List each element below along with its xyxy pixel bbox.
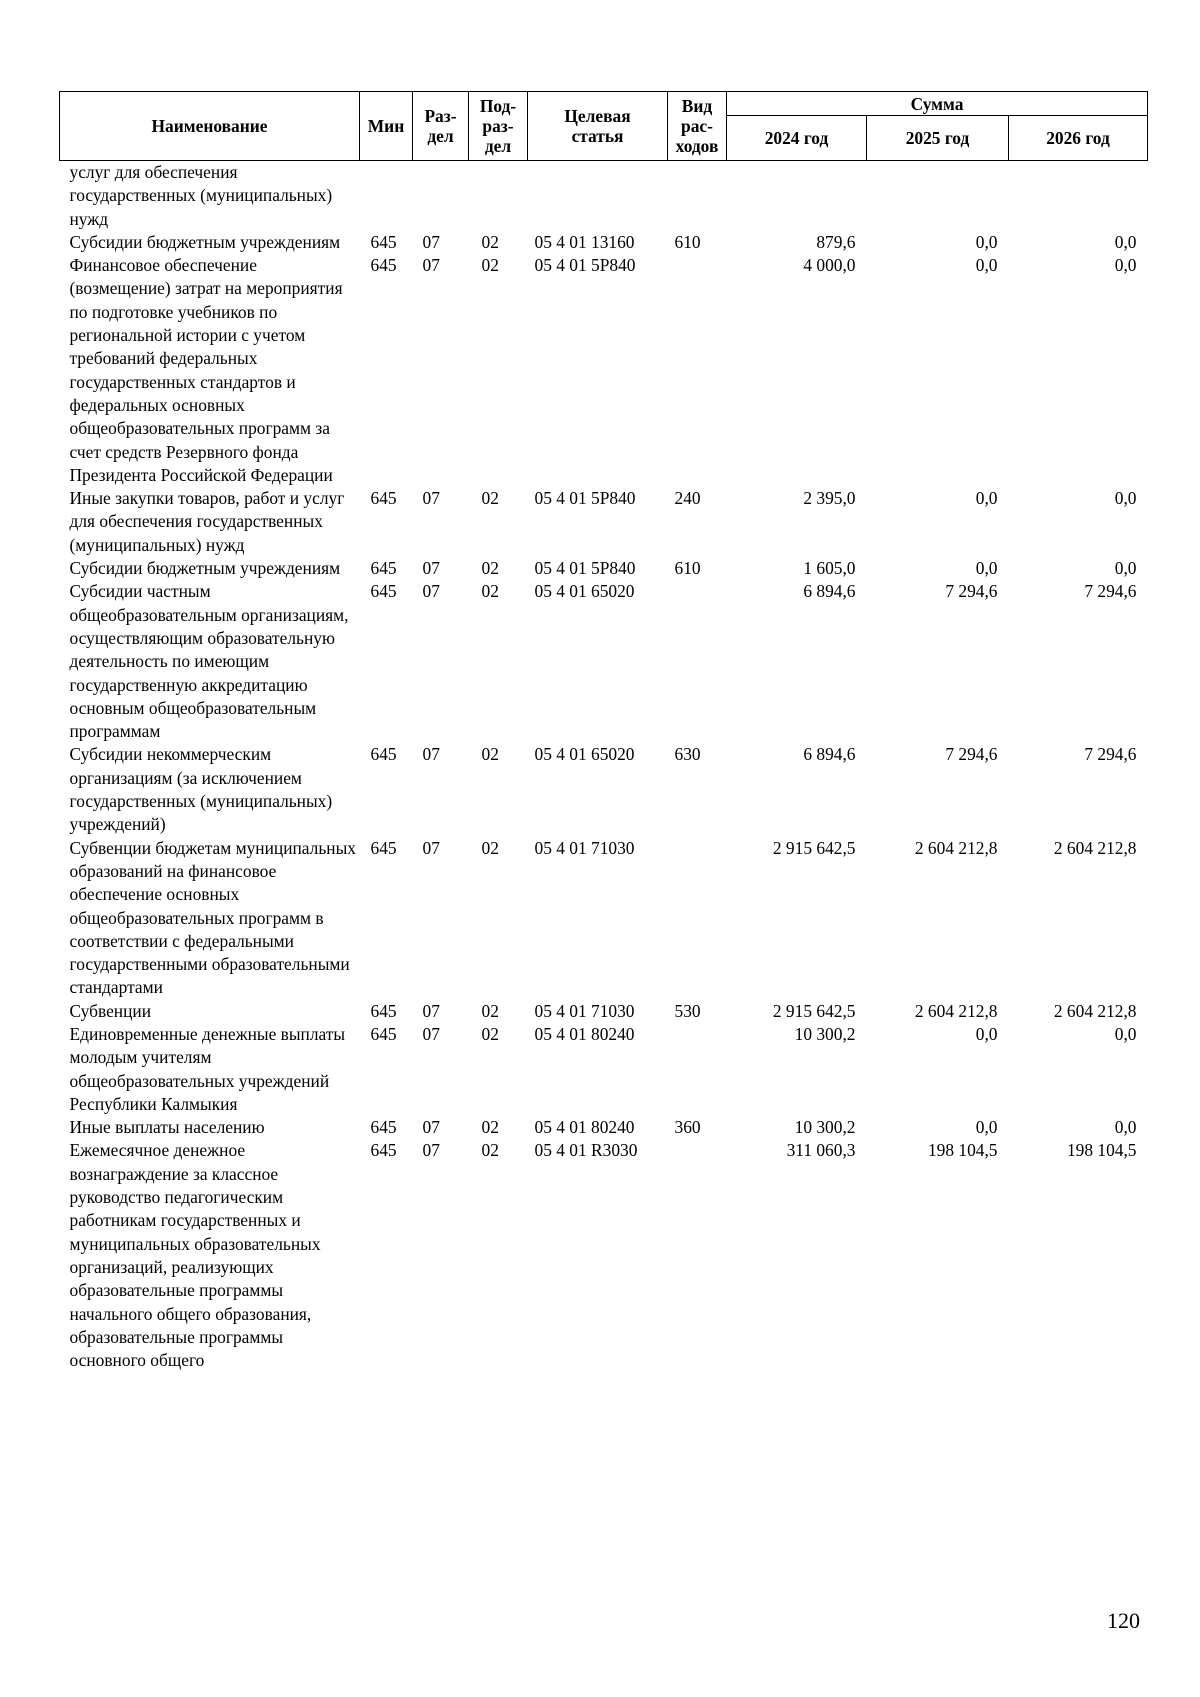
table-row: [60, 557, 1148, 580]
cell-vid: 360: [674, 1117, 701, 1138]
table-row: [60, 487, 1148, 557]
cell-podrazdel: 02: [481, 744, 499, 765]
cell-celevaya: 05 4 01 71030: [534, 837, 635, 858]
cell-podrazdel: 02: [481, 231, 499, 252]
cell-podrazdel: 02: [481, 1117, 499, 1138]
cell-razdel: 07: [422, 558, 440, 579]
cell-podrazdel: 02: [481, 837, 499, 858]
header-summa: Сумма: [727, 92, 1148, 116]
cell-celevaya: 05 4 01 65020: [534, 581, 635, 602]
cell-min: 645: [370, 744, 397, 765]
cell-2025: 0,0: [975, 1023, 998, 1044]
cell-min: 645: [370, 1140, 397, 1161]
cell-celevaya: 05 4 01 65020: [534, 744, 635, 765]
cell-razdel: 07: [422, 1000, 440, 1021]
table-row: [60, 743, 1148, 836]
cell-2026: 0,0: [1114, 1117, 1137, 1138]
cell-2025: 0,0: [975, 255, 998, 276]
table-row: [60, 1139, 1148, 1372]
cell-2025: 7 294,6: [945, 581, 998, 602]
cell-2026: 2 604 212,8: [1053, 1000, 1137, 1021]
table-row: [60, 254, 1148, 487]
budget-table: [59, 91, 1148, 1372]
cell-podrazdel: 02: [481, 558, 499, 579]
cell-name: Субсидии частным общеобразовательным организациям, осуществляющим образовательную деятельность по имеющим государственную аккредитацию основным общеобразовательным программам: [69, 581, 349, 742]
cell-podrazdel: 02: [481, 581, 499, 602]
cell-2024: 10 300,2: [794, 1117, 856, 1138]
header-celevaya: Целевая статья: [528, 92, 668, 161]
table-row: [60, 580, 1148, 743]
cell-2025: 7 294,6: [945, 744, 998, 765]
cell-vid: [668, 254, 727, 487]
table-header: [60, 92, 1148, 161]
cell-2026: 0,0: [1114, 255, 1137, 276]
cell-vid: [668, 161, 727, 231]
cell-2024: 2 915 642,5: [772, 1000, 856, 1021]
cell-2026: 0,0: [1114, 558, 1137, 579]
cell-razdel: 07: [422, 488, 440, 509]
cell-vid: [668, 580, 727, 743]
cell-2024: 879,6: [816, 231, 856, 252]
header-year-2026: 2026 год: [1009, 116, 1148, 161]
header-razdel: Раз- дел: [413, 92, 469, 161]
cell-2026: 0,0: [1114, 488, 1137, 509]
cell-celevaya: 05 4 01 5Р840: [534, 488, 636, 509]
cell-celevaya: 05 4 01 5Р840: [534, 558, 636, 579]
cell-name: Единовременные денежные выплаты молодым учителям общеобразовательных учреждений Республики Калмыкия: [69, 1023, 346, 1114]
header-name: Наименование: [60, 92, 360, 161]
cell-name: Финансовое обеспечение (возмещение) затрат на мероприятия по подготовке учебников по региональной истории с учетом требований федеральных государственных стандартов и федеральных основных общеобразовательных программ за счет средств Резервного фонда Президента Российской Федерации: [69, 255, 343, 485]
cell-razdel: 07: [422, 581, 440, 602]
cell-2024: 2 395,0: [803, 488, 856, 509]
cell-2025: 198 104,5: [927, 1140, 998, 1161]
cell-min: 645: [370, 581, 397, 602]
cell-2026: 2 604 212,8: [1053, 837, 1137, 858]
cell-min: 645: [370, 1117, 397, 1138]
page-number: 120: [1107, 1608, 1140, 1633]
table-row: [60, 837, 1148, 1000]
cell-vid: [668, 837, 727, 1000]
cell-celevaya: 05 4 01 80240: [534, 1023, 635, 1044]
cell-min: 645: [370, 1000, 397, 1021]
cell-2026: 7 294,6: [1084, 581, 1137, 602]
cell-name: Иные закупки товаров, работ и услуг для обеспечения государственных (муниципальных) нужд: [69, 488, 345, 555]
cell-razdel: 07: [422, 837, 440, 858]
cell-2026: [1009, 161, 1148, 231]
cell-min: 645: [370, 231, 397, 252]
cell-2026: 198 104,5: [1066, 1140, 1137, 1161]
table-row: [60, 1023, 1148, 1116]
cell-vid: [668, 1023, 727, 1116]
cell-2024: 6 894,6: [803, 744, 856, 765]
table-row: [60, 1000, 1148, 1023]
cell-2025: 0,0: [975, 231, 998, 252]
cell-2024: 6 894,6: [803, 581, 856, 602]
cell-min: 645: [370, 558, 397, 579]
cell-2025: 0,0: [975, 558, 998, 579]
table-row: [60, 231, 1148, 254]
cell-podrazdel: 02: [481, 1000, 499, 1021]
cell-2024: 1 605,0: [803, 558, 856, 579]
cell-vid: 610: [674, 558, 701, 579]
header-year-2024: 2024 год: [727, 116, 867, 161]
cell-podrazdel: 02: [481, 255, 499, 276]
cell-podrazdel: 02: [481, 488, 499, 509]
cell-2025: [867, 161, 1009, 231]
table-body: [60, 161, 1148, 1373]
cell-2024: 10 300,2: [794, 1023, 856, 1044]
cell-razdel: 07: [422, 1117, 440, 1138]
cell-celevaya: 05 4 01 80240: [534, 1117, 635, 1138]
cell-razdel: 07: [422, 255, 440, 276]
cell-celevaya: 05 4 01 5Р840: [534, 255, 636, 276]
cell-2025: 0,0: [975, 488, 998, 509]
cell-min: 645: [370, 255, 397, 276]
header-year-2025: 2025 год: [867, 116, 1009, 161]
table-row: [60, 1116, 1148, 1139]
cell-2026: 0,0: [1114, 1023, 1137, 1044]
cell-min: [360, 161, 413, 231]
cell-vid: 630: [674, 744, 701, 765]
header-vid: Вид рас- ходов: [668, 92, 727, 161]
cell-razdel: [413, 161, 469, 231]
cell-name: Ежемесячное денежное вознаграждение за классное руководство педагогическим работникам государственных и муниципальных образовательных организаций, реализующих образовательные программы начального общего образования, образовательные программы основного общего: [69, 1140, 321, 1371]
cell-vid: [668, 1139, 727, 1372]
cell-razdel: 07: [422, 744, 440, 765]
cell-razdel: 07: [422, 1140, 440, 1161]
cell-celevaya: 05 4 01 71030: [534, 1000, 635, 1021]
table-row: [60, 161, 1148, 231]
cell-vid: 240: [674, 488, 701, 509]
cell-2025: 2 604 212,8: [914, 837, 998, 858]
cell-2024: 2 915 642,5: [772, 837, 856, 858]
header-min: Мин: [360, 92, 413, 161]
cell-name: Субсидии бюджетным учреждениям: [69, 558, 341, 579]
cell-2024: 4 000,0: [803, 255, 856, 276]
cell-name: Иные выплаты населению: [69, 1117, 265, 1138]
cell-2026: 0,0: [1114, 231, 1137, 252]
cell-razdel: 07: [422, 1023, 440, 1044]
cell-2026: 7 294,6: [1084, 744, 1137, 765]
header-podrazdel: Под- раз- дел: [469, 92, 528, 161]
cell-podrazdel: 02: [481, 1023, 499, 1044]
cell-name: Субсидии некоммерческим организациям (за исключением государственных (муниципальных) учреждений): [69, 744, 333, 835]
cell-celevaya: [528, 161, 668, 231]
cell-name: услуг для обеспечения государственных (муниципальных) нужд: [69, 162, 333, 229]
cell-name: Субсидии бюджетным учреждениям: [69, 231, 341, 252]
cell-celevaya: 05 4 01 R3030: [534, 1140, 638, 1161]
cell-razdel: 07: [422, 231, 440, 252]
cell-name: Субвенции: [69, 1000, 152, 1021]
cell-vid: 530: [674, 1000, 701, 1021]
cell-podrazdel: 02: [481, 1140, 499, 1161]
cell-celevaya: 05 4 01 13160: [534, 231, 635, 252]
cell-2025: 0,0: [975, 1117, 998, 1138]
cell-2024: [727, 161, 867, 231]
cell-2024: 311 060,3: [786, 1140, 856, 1161]
cell-min: 645: [370, 837, 397, 858]
cell-min: 645: [370, 1023, 397, 1044]
cell-podrazdel: [469, 161, 528, 231]
cell-name: Субвенции бюджетам муниципальных образований на финансовое обеспечение основных общеобразовательных программ в соответствии с федеральными государственными образовательными стандартами: [69, 837, 356, 998]
cell-vid: 610: [674, 231, 701, 252]
cell-2025: 2 604 212,8: [914, 1000, 998, 1021]
cell-min: 645: [370, 488, 397, 509]
